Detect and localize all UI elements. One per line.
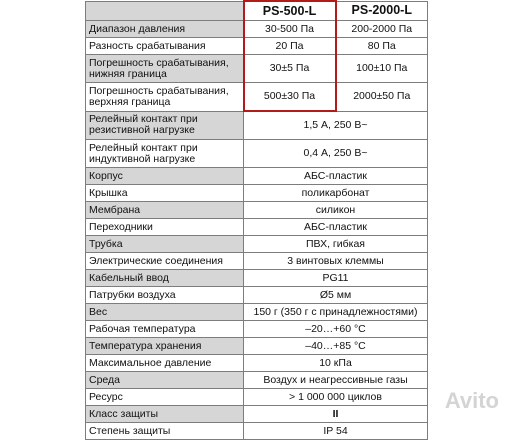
table-row (86, 270, 428, 287)
table-row (86, 21, 428, 38)
row-label: Ресурс (86, 389, 244, 406)
row-value-shared: 0,4 А, 250 В~ (244, 140, 428, 168)
row-label: Степень защиты (86, 423, 244, 440)
table-row (86, 321, 428, 338)
row-value-shared: силикон (244, 202, 428, 219)
row-value-ps2000: 200-2000 Па (336, 21, 428, 38)
row-label: Разность срабатывания (86, 38, 244, 55)
table-row (86, 38, 428, 55)
table-row (86, 389, 428, 406)
table-row (86, 219, 428, 236)
table-row (86, 338, 428, 355)
row-label: Релейный контакт при индуктивной нагрузке (86, 140, 244, 168)
specs-table (85, 0, 428, 440)
table-row (86, 111, 428, 140)
table-header-row (86, 1, 428, 21)
table-row (86, 355, 428, 372)
row-value-shared: 1,5 А, 250 В~ (244, 111, 428, 140)
table-row (86, 55, 428, 83)
header-ps500: PS-500-L (244, 1, 336, 21)
row-label: Рабочая температура (86, 321, 244, 338)
row-value-shared: IP 54 (244, 423, 428, 440)
table-row (86, 202, 428, 219)
header-empty-cell (86, 1, 244, 21)
row-value-ps500: 30-500 Па (244, 21, 336, 38)
row-value-shared: поликарбонат (244, 185, 428, 202)
row-label: Погрешность срабатывания, верхняя граница (86, 83, 244, 112)
table-row (86, 253, 428, 270)
row-value-shared: ПВХ, гибкая (244, 236, 428, 253)
row-label: Среда (86, 372, 244, 389)
header-ps2000: PS-2000-L (336, 1, 428, 21)
row-value-shared: Воздух и неагрессивные газы (244, 372, 428, 389)
row-value-shared: > 1 000 000 циклов (244, 389, 428, 406)
table-row (86, 168, 428, 185)
row-label: Переходники (86, 219, 244, 236)
row-value-ps500: 500±30 Па (244, 83, 336, 112)
row-value-shared: 150 г (350 г с принадлежностями) (244, 304, 428, 321)
row-label: Крышка (86, 185, 244, 202)
row-label: Кабельный ввод (86, 270, 244, 287)
row-value-ps2000: 80 Па (336, 38, 428, 55)
table-row (86, 423, 428, 440)
row-label: Температура хранения (86, 338, 244, 355)
row-label: Мембрана (86, 202, 244, 219)
row-label: Корпус (86, 168, 244, 185)
table-row (86, 140, 428, 168)
row-label: Погрешность срабатывания, нижняя граница (86, 55, 244, 83)
avito-watermark-icon: Avito (444, 388, 499, 413)
row-value-shared: –20…+60 °С (244, 321, 428, 338)
row-value-ps500: 30±5 Па (244, 55, 336, 83)
row-label: Трубка (86, 236, 244, 253)
row-value-shared: АБС-пластик (244, 168, 428, 185)
row-value-shared: Ø5 мм (244, 287, 428, 304)
specs-table-wrapper (85, 0, 428, 440)
row-value-shared: АБС-пластик (244, 219, 428, 236)
row-value-shared: 10 кПа (244, 355, 428, 372)
row-value-ps500: 20 Па (244, 38, 336, 55)
row-label: Класс защиты (86, 406, 244, 423)
row-value-shared: PG11 (244, 270, 428, 287)
table-row (86, 236, 428, 253)
table-row (86, 185, 428, 202)
table-row (86, 372, 428, 389)
table-row (86, 83, 428, 112)
row-label: Максимальное давление (86, 355, 244, 372)
row-value-ps2000: 2000±50 Па (336, 83, 428, 112)
table-row (86, 304, 428, 321)
row-value-shared: –40…+85 °С (244, 338, 428, 355)
row-label: Патрубки воздуха (86, 287, 244, 304)
row-label: Вес (86, 304, 244, 321)
row-value-shared: II (244, 406, 428, 423)
row-value-shared: 3 винтовых клеммы (244, 253, 428, 270)
row-label: Релейный контакт при резистивной нагрузке (86, 111, 244, 140)
row-label: Диапазон давления (86, 21, 244, 38)
row-label: Электрические соединения (86, 253, 244, 270)
row-value-ps2000: 100±10 Па (336, 55, 428, 83)
table-row (86, 287, 428, 304)
table-row (86, 406, 428, 423)
